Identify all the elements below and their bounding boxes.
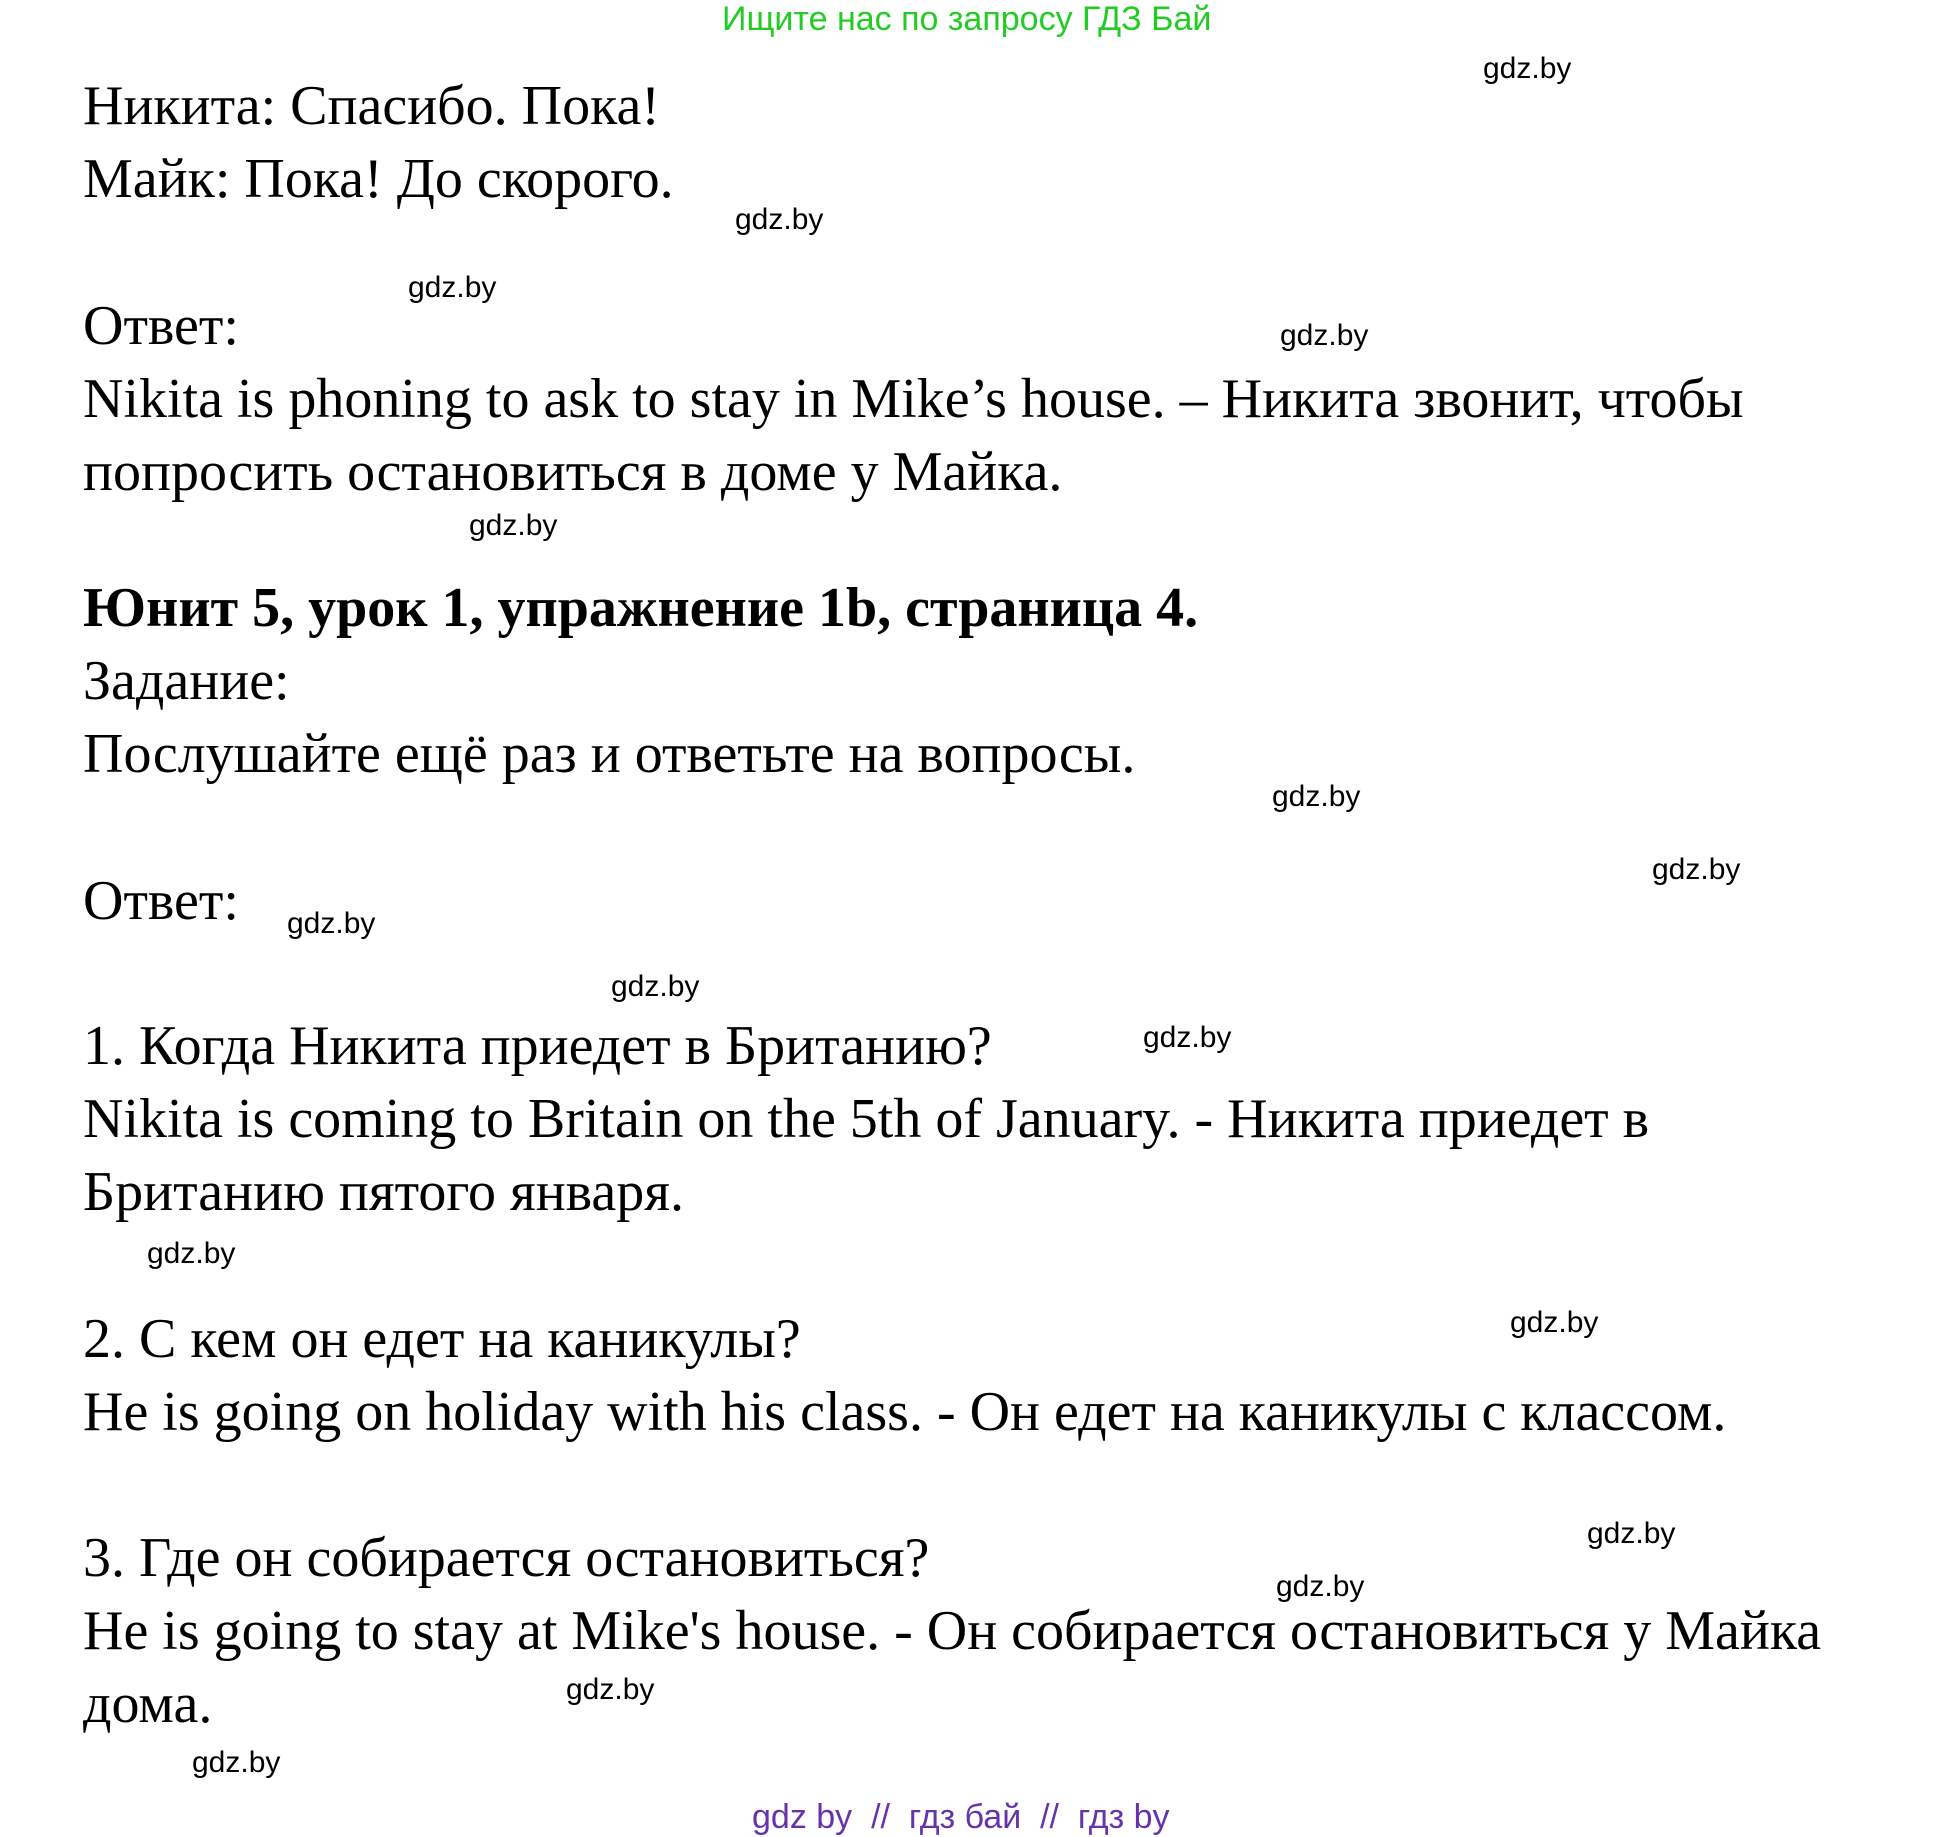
question-1: 1. Когда Никита приедет в Британию? — [83, 1015, 992, 1077]
watermark: gdz.by — [611, 970, 700, 1003]
task-text: Послушайте ещё раз и ответьте на вопросы. — [83, 723, 1136, 785]
watermark: gdz.by — [469, 509, 558, 542]
answer-1: Британию пятого января. — [83, 1161, 684, 1223]
top-banner[interactable]: Ищите нас по запросу ГДЗ Бай — [722, 0, 1212, 38]
dialog-line-mike: Майк: Пока! До скорого. — [83, 148, 674, 210]
watermark: gdz.by — [408, 271, 497, 304]
watermark: gdz.by — [287, 907, 376, 940]
watermark: gdz.by — [1280, 319, 1369, 352]
watermark: gdz.by — [1510, 1306, 1599, 1339]
answer-2: He is going on holiday with his class. - Он едет на каникулы с классом. — [83, 1381, 1727, 1443]
section-heading: Юнит 5, урок 1, упражнение 1b, страница 4. — [83, 577, 1199, 639]
watermark: gdz.by — [192, 1746, 281, 1779]
answer-label: Ответ: — [83, 870, 239, 932]
watermark: gdz.by — [1587, 1517, 1676, 1550]
watermark: gdz.by — [735, 203, 824, 236]
watermark: gdz.by — [1276, 1570, 1365, 1603]
answer-label: Ответ: — [83, 295, 239, 357]
watermark: gdz.by — [566, 1673, 655, 1706]
answer-text: попросить остановиться в доме у Майка. — [83, 441, 1063, 503]
task-label: Задание: — [83, 650, 290, 712]
answer-text: Nikita is phoning to ask to stay in Mike’s house. – Никита звонит, чтобы — [83, 368, 1744, 430]
question-2: 2. С кем он едет на каникулы? — [83, 1308, 801, 1370]
answer-3: дома. — [83, 1673, 213, 1735]
watermark: gdz.by — [1143, 1021, 1232, 1054]
dialog-line-nikita: Никита: Спасибо. Пока! — [83, 75, 660, 137]
watermark: gdz.by — [147, 1237, 236, 1270]
answer-3: He is going to stay at Mike's house. - Он собирается остановиться у Майка — [83, 1600, 1822, 1662]
answer-1: Nikita is coming to Britain on the 5th of January. - Никита приедет в — [83, 1088, 1650, 1150]
footer-links[interactable]: gdz by // гдз бай // гдз by — [752, 1798, 1170, 1836]
watermark: gdz.by — [1483, 52, 1572, 85]
watermark: gdz.by — [1272, 780, 1361, 813]
watermark: gdz.by — [1652, 853, 1741, 886]
question-3: 3. Где он собирается остановиться? — [83, 1527, 930, 1589]
